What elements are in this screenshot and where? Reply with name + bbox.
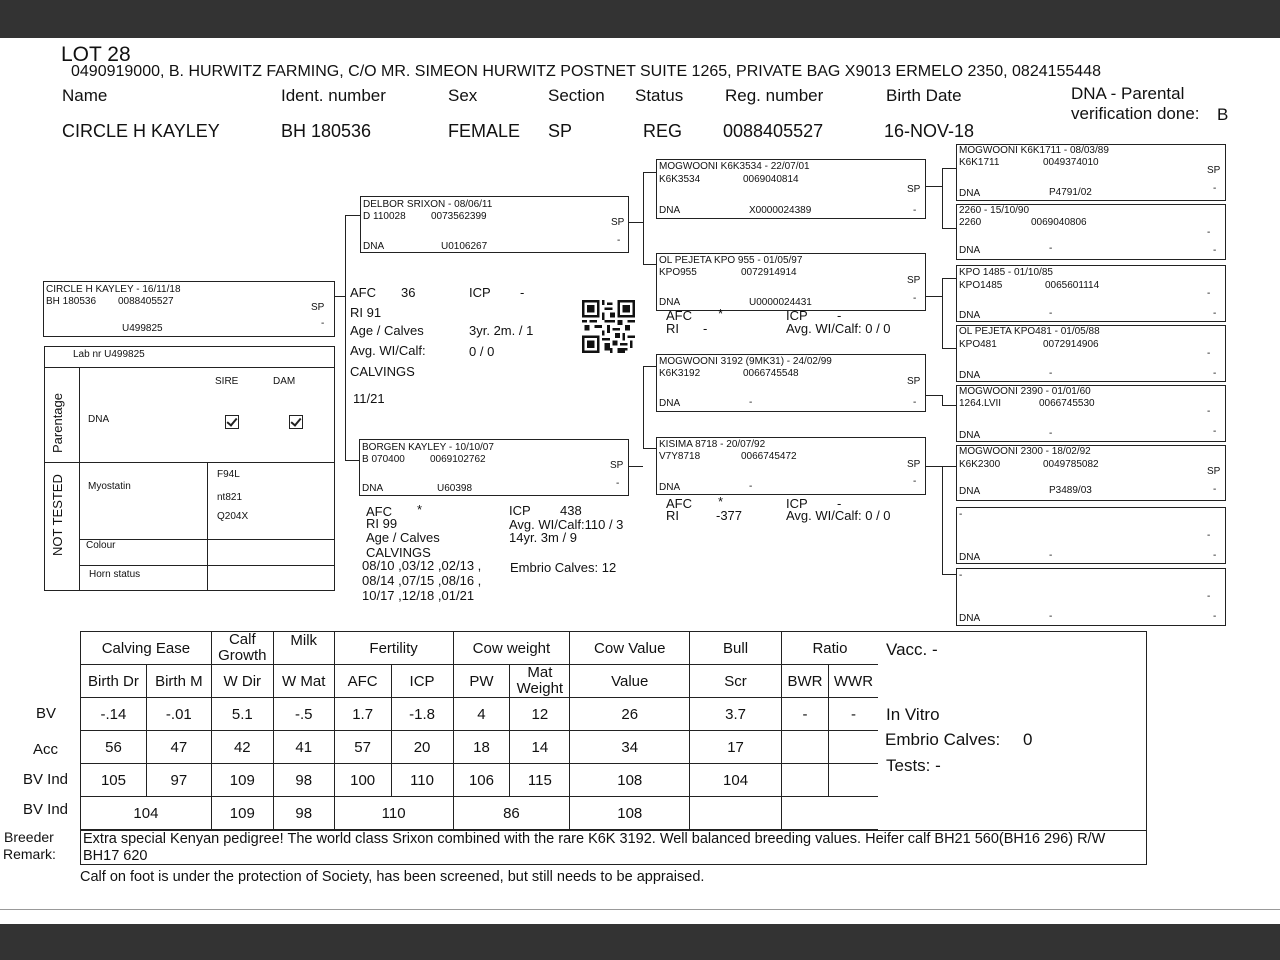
dam-dna: DNA: [362, 483, 384, 494]
animal-ident: BH 180536: [281, 121, 372, 141]
not-tested-label: NOT TESTED: [50, 474, 65, 556]
group-header: Ratio: [781, 632, 878, 665]
column-header: ICP: [391, 665, 453, 698]
gen2-reg: 0069040814: [743, 174, 799, 185]
gen3-dash: -: [1207, 530, 1211, 541]
dam-age: Age / Calves: [366, 530, 440, 545]
cell: 86: [453, 797, 570, 830]
gen2-dash: -: [913, 293, 917, 304]
group-header: Milk: [273, 632, 334, 665]
gen3-sp: SP: [1207, 165, 1221, 176]
dam-afc: AFC: [366, 504, 392, 519]
gen2-box-1: [656, 159, 926, 219]
gen3-title: -: [959, 509, 963, 520]
dam-dna-val: U60398: [437, 483, 473, 494]
animal-birth: 16-NOV-18: [884, 121, 975, 141]
gen2-sp: SP: [907, 376, 921, 387]
column-header-row: [81, 665, 879, 698]
dam-calv-2: 08/14 ,07/15 ,08/16 ,: [362, 573, 482, 588]
row-label-bvind: BV Ind: [23, 771, 69, 788]
gen3-dna: DNA: [959, 613, 981, 624]
sire-id: D 110028: [363, 211, 406, 222]
kpo-icp: ICP: [786, 308, 808, 323]
dam-reg: 0069102762: [430, 454, 486, 465]
cell: 97: [146, 764, 211, 797]
gen3-dna-val: -: [1049, 368, 1053, 379]
gen3-dna-val: P3489/03: [1049, 485, 1092, 496]
cell: -: [828, 698, 878, 731]
gen3-reg: 0065601114: [1045, 280, 1100, 291]
sire-dna-val: U0106267: [441, 241, 488, 252]
side-panel: [878, 631, 1147, 831]
gen3-dna: DNA: [959, 552, 981, 563]
gen3-box-6: [956, 445, 1226, 501]
gen3-dash: -: [1213, 368, 1217, 379]
footer-note: Calf on foot is under the protection of Society, has been screened, but still needs to be appraised.: [80, 869, 705, 885]
dam-icp: ICP: [509, 503, 531, 518]
bottom-bar: [0, 924, 1280, 960]
cell: 34: [570, 731, 690, 764]
owner-line: 0490919000, B. HURWITZ FARMING, C/O MR. SIMEON HURWITZ POSTNET SUITE 1265, PRIVATE BAG X9013 ERMELO 2350, 0824155448: [71, 63, 1101, 80]
f94l: F94L: [217, 469, 240, 480]
gen3-box-2: [956, 204, 1226, 260]
gen3-reg: 0049374010: [1043, 157, 1099, 168]
gen2-sp: SP: [907, 184, 921, 195]
kis-afc: AFC: [666, 496, 692, 511]
q204x: Q204X: [217, 511, 249, 522]
hdr-sex: Sex: [448, 86, 478, 105]
breeding-values-table: [80, 631, 879, 830]
cell: 3.7: [690, 698, 782, 731]
gen3-dash: -: [1213, 484, 1217, 495]
gen3-dna-val: P4791/02: [1049, 187, 1092, 198]
kpo-avg: Avg. WI/Calf: 0 / 0: [786, 321, 891, 336]
cell: 57: [334, 731, 391, 764]
dam-icp-val: 438: [560, 503, 582, 518]
gen3-title: MOGWOONI 2390 - 01/01/60: [959, 386, 1091, 397]
sire-title: DELBOR SRIXON - 08/06/11: [363, 199, 493, 210]
sire-dash: -: [617, 235, 621, 246]
cell: 17: [690, 731, 782, 764]
lot-number: LOT 28: [61, 43, 131, 66]
self-afc-val: 36: [401, 285, 416, 300]
cell: [690, 797, 782, 830]
kpo-ri: RI: [666, 321, 679, 336]
animal-reg: 0088405527: [723, 121, 824, 141]
gen3-title: OL PEJETA KPO481 - 01/05/88: [959, 326, 1100, 337]
gen3-dash: -: [1207, 227, 1211, 238]
gen2-dna-val: -: [749, 397, 753, 408]
kis-avg: Avg. WI/Calf: 0 / 0: [786, 508, 891, 523]
hdr-name: Name: [62, 86, 108, 105]
gen2-title: MOGWOONI 3192 (9MK31) - 24/02/99: [659, 356, 832, 367]
cell: 110: [391, 764, 453, 797]
group-header: Calving Ease: [81, 632, 212, 665]
cell: 26: [570, 698, 690, 731]
hdr-birth: Birth Date: [886, 86, 962, 105]
self-box: [43, 281, 335, 337]
hdr-status: Status: [635, 86, 684, 105]
cell: 108: [570, 797, 690, 830]
gen2-dna: DNA: [659, 398, 681, 409]
self-avg: Avg. WI/Calf:: [350, 343, 426, 358]
gen3-dna: DNA: [959, 370, 981, 381]
column-header: W Dir: [211, 665, 273, 698]
gen2-dash: -: [913, 476, 917, 487]
cell: 47: [146, 731, 211, 764]
gen2-dash: -: [913, 205, 917, 216]
group-header-row: [81, 632, 879, 665]
self-icp-val: -: [520, 285, 525, 300]
gen3-sp: SP: [1207, 466, 1221, 477]
self-reg: 0088405527: [118, 296, 174, 307]
gen3-id: KPO1485: [959, 280, 1003, 291]
gen3-id: K6K1711: [959, 157, 1000, 168]
gen3-reg: 0049785082: [1043, 459, 1099, 470]
kis-ri: RI: [666, 508, 679, 523]
hdr-section: Section: [548, 86, 605, 105]
gen3-box-3: [956, 265, 1226, 322]
remark-label-1: Breeder: [4, 829, 54, 845]
lab-nr: Lab nr U499825: [73, 349, 145, 360]
gen3-box-5: [956, 385, 1226, 442]
top-bar: [0, 0, 1280, 38]
cell: -.01: [146, 698, 211, 731]
cell: [781, 731, 828, 764]
self-sp: SP: [311, 302, 325, 313]
gen2-dna-val: U0000024431: [749, 297, 812, 308]
column-header: WWR: [828, 665, 878, 698]
gen3-id: KPO481: [959, 339, 997, 350]
self-lab: U499825: [122, 323, 163, 334]
self-ri: RI 91: [350, 305, 382, 320]
bv-row: [81, 698, 879, 731]
column-header: BWR: [781, 665, 828, 698]
embrio-calves: Embrio Calves:: [885, 730, 1001, 749]
dam-avg: Avg. WI/Calf:110 / 3: [509, 517, 624, 532]
gen3-dash: -: [1207, 288, 1211, 299]
cell: -1.8: [391, 698, 453, 731]
gen2-reg: 0066745548: [743, 368, 799, 379]
myostatin-label: Myostatin: [88, 481, 131, 492]
kpo-afc-val: *: [718, 306, 724, 321]
cell: 5.1: [211, 698, 273, 731]
cell: 42: [211, 731, 273, 764]
cell: 104: [690, 764, 782, 797]
self-id: BH 180536: [46, 296, 97, 307]
gen3-dna-val: -: [1049, 611, 1053, 622]
kis-afc-val: *: [718, 494, 724, 509]
sire-dna: DNA: [363, 241, 385, 252]
column-header: AFC: [334, 665, 391, 698]
gen3-box-8: [956, 568, 1226, 626]
cell: 56: [81, 731, 147, 764]
self-age-val: 3yr. 2m. / 1: [469, 323, 534, 338]
column-header: Birth M: [146, 665, 211, 698]
self-icp: ICP: [469, 285, 491, 300]
gen2-dna-val: X0000024389: [749, 205, 812, 216]
acc-row: [81, 731, 879, 764]
cell: [828, 764, 878, 797]
sire-label: SIRE: [215, 376, 239, 387]
cell: 106: [453, 764, 510, 797]
gen2-reg: 0066745472: [741, 451, 797, 462]
cell: 100: [334, 764, 391, 797]
bottom-divider: [0, 909, 1280, 910]
hdr-dna-value: B: [1217, 105, 1229, 124]
cell: 18: [453, 731, 510, 764]
cell: 109: [211, 797, 273, 830]
gen3-dna-val: -: [1049, 243, 1053, 254]
gen3-id: 1264.LVII: [959, 398, 1002, 409]
gen2-dna: DNA: [659, 205, 681, 216]
hdr-ident: Ident. number: [281, 86, 386, 105]
bv-ind-row: [81, 764, 879, 797]
embrio-calves-val: 0: [1023, 730, 1033, 749]
group-header: Calf Growth: [211, 632, 273, 665]
gen3-dash: -: [1207, 348, 1211, 359]
gen3-box-1: [956, 144, 1226, 201]
dna-label: DNA: [88, 414, 110, 425]
animal-name: CIRCLE H KAYLEY: [62, 121, 220, 141]
gen3-box-4: [956, 325, 1226, 382]
gen3-dash: -: [1213, 183, 1217, 194]
gen3-reg: 0066745530: [1039, 398, 1095, 409]
gen3-dna: DNA: [959, 310, 981, 321]
gen3-dna: DNA: [959, 486, 981, 497]
gen3-reg: 0072914906: [1043, 339, 1099, 350]
column-header: Mat Weight: [510, 665, 570, 698]
gen2-title: KISIMA 8718 - 20/07/92: [659, 439, 766, 450]
cell: 115: [510, 764, 570, 797]
kpo-afc: AFC: [666, 308, 692, 323]
gen3-dash: -: [1213, 611, 1217, 622]
gen2-reg: 0072914914: [741, 267, 797, 278]
gen2-id: V7Y8718: [659, 451, 701, 462]
cell: [828, 731, 878, 764]
gen2-id: K6K3534: [659, 174, 701, 185]
cell: 20: [391, 731, 453, 764]
vacc: Vacc. -: [886, 640, 938, 659]
column-header: PW: [453, 665, 510, 698]
dam-calv-1: 08/10 ,03/12 ,02/13 ,: [362, 558, 482, 573]
column-header: Birth Dr: [81, 665, 147, 698]
gen3-dna-val: -: [1049, 550, 1053, 561]
dam-box: [359, 439, 629, 496]
gen2-dna: DNA: [659, 297, 681, 308]
sire-box: [360, 196, 629, 253]
gen3-reg: 0069040806: [1031, 217, 1087, 228]
gen2-dash: -: [913, 397, 917, 408]
cell: 41: [273, 731, 334, 764]
lab-panel: [44, 346, 335, 591]
gen3-id: K6K2300: [959, 459, 1001, 470]
gen3-box-7: [956, 507, 1226, 564]
cell: -.5: [273, 698, 334, 731]
group-header: Cow Value: [570, 632, 690, 665]
gen3-dash: -: [1213, 550, 1217, 561]
parentage-label: Parentage: [50, 393, 65, 453]
gen2-sp: SP: [907, 275, 921, 286]
self-age: Age / Calves: [350, 323, 424, 338]
animal-status: REG: [643, 121, 683, 141]
row-label-bv: BV: [36, 705, 57, 722]
sire-sp: SP: [611, 217, 625, 228]
kis-icp-val: -: [837, 496, 842, 511]
gen3-id: 2260: [959, 217, 982, 228]
cell: [781, 797, 878, 830]
gen3-title: MOGWOONI K6K1711 - 08/03/89: [959, 145, 1109, 156]
sire-reg: 0073562399: [431, 211, 487, 222]
cell: -.14: [81, 698, 147, 731]
dam-age-val: 14yr. 3m / 9: [509, 530, 577, 545]
cell: 109: [211, 764, 273, 797]
hdr-dna1: DNA - Parental: [1071, 84, 1185, 103]
kis-icp: ICP: [786, 496, 808, 511]
row-label-acc: Acc: [33, 741, 59, 758]
remark-box: [80, 830, 1147, 865]
in-vitro: In Vitro: [886, 705, 940, 724]
cell: 12: [510, 698, 570, 731]
dam-calv-3: 10/17 ,12/18 ,01/21: [362, 588, 475, 603]
group-header: Fertility: [334, 632, 453, 665]
gen3-dna: DNA: [959, 430, 981, 441]
dam-embrio: Embrio Calves: 12: [510, 560, 617, 575]
dam-dna-checkbox[interactable]: [289, 415, 303, 429]
gen3-title: KPO 1485 - 01/10/85: [959, 267, 1053, 278]
dam-title: BORGEN KAYLEY - 10/10/07: [362, 442, 494, 453]
gen3-title: MOGWOONI 2300 - 18/02/92: [959, 446, 1091, 457]
dam-label: DAM: [273, 376, 296, 387]
remark-text: Extra special Kenyan pedigree! The world class Srixon combined with the rare K6K 3192. Well balanced breeding values. Heifer calf BH21 560(BH16 296) R/W BH17 620: [83, 831, 1106, 864]
dam-dash: -: [616, 478, 620, 489]
cell: [781, 764, 828, 797]
dam-id: B 070400: [362, 454, 405, 465]
dam-ri: RI 99: [366, 516, 398, 531]
gen2-box-4: [656, 437, 926, 495]
nt821: nt821: [217, 492, 243, 503]
gen3-title: -: [959, 570, 963, 581]
gen3-dash: -: [1207, 591, 1211, 602]
self-avg-val: 0 / 0: [469, 344, 495, 359]
hdr-reg: Reg. number: [725, 86, 824, 105]
gen3-dna-val: -: [1049, 428, 1053, 439]
gen2-dna-val: -: [749, 481, 753, 492]
self-calvings: CALVINGS: [350, 364, 415, 379]
bv-ind-group-row: [81, 797, 879, 830]
sire-dna-checkbox[interactable]: [225, 415, 239, 429]
gen2-title: OL PEJETA KPO 955 - 01/05/97: [659, 255, 803, 266]
gen2-id: KPO955: [659, 267, 697, 278]
gen2-box-2: [656, 253, 926, 311]
gen3-dash: -: [1213, 308, 1217, 319]
gen2-id: K6K3192: [659, 368, 701, 379]
self-dash: -: [321, 318, 325, 329]
qr-code: [582, 300, 635, 353]
kis-ri-val: -377: [716, 508, 743, 523]
column-header: Scr: [690, 665, 782, 698]
dam-calvings: CALVINGS: [366, 545, 431, 560]
gen3-dna-val: -: [1049, 308, 1053, 319]
group-header: Cow weight: [453, 632, 570, 665]
cell: 104: [81, 797, 212, 830]
kpo-icp-val: -: [837, 308, 842, 323]
gen2-dna: DNA: [659, 482, 681, 493]
horn-label: Horn status: [89, 569, 141, 580]
remark-label-2: Remark:: [3, 846, 56, 862]
cell: 98: [273, 764, 334, 797]
gen2-box-3: [656, 354, 926, 412]
column-header: W Mat: [273, 665, 334, 698]
self-calv-list: 11/21: [353, 391, 385, 406]
dam-sp: SP: [610, 460, 624, 471]
dam-afc-val: *: [417, 502, 423, 517]
cell: -: [781, 698, 828, 731]
row-label-bvind2: BV Ind: [23, 801, 69, 818]
gen2-title: MOGWOONI K6K3534 - 22/07/01: [659, 161, 810, 172]
animal-section: SP: [548, 121, 573, 141]
gen3-dna: DNA: [959, 188, 981, 199]
gen3-dash: -: [1213, 426, 1217, 437]
gen2-sp: SP: [907, 459, 921, 470]
group-header: Bull: [690, 632, 782, 665]
kpo-ri-val: -: [703, 321, 708, 336]
cell: 98: [273, 797, 334, 830]
colour-label: Colour: [86, 540, 116, 551]
cell: 108: [570, 764, 690, 797]
gen3-title: 2260 - 15/10/90: [959, 205, 1030, 216]
animal-sex: FEMALE: [448, 121, 521, 141]
hdr-dna2: verification done:: [1071, 104, 1200, 123]
cell: 4: [453, 698, 510, 731]
gen3-dna: DNA: [959, 245, 981, 256]
cell: 14: [510, 731, 570, 764]
gen3-dash: -: [1213, 245, 1217, 256]
self-title: CIRCLE H KAYLEY - 16/11/18: [46, 284, 181, 295]
gen3-dash: -: [1207, 406, 1211, 417]
cell: 1.7: [334, 698, 391, 731]
tests: Tests: -: [886, 756, 941, 775]
cell: 110: [334, 797, 453, 830]
cell: 105: [81, 764, 147, 797]
column-header: Value: [570, 665, 690, 698]
self-afc: AFC: [350, 285, 376, 300]
